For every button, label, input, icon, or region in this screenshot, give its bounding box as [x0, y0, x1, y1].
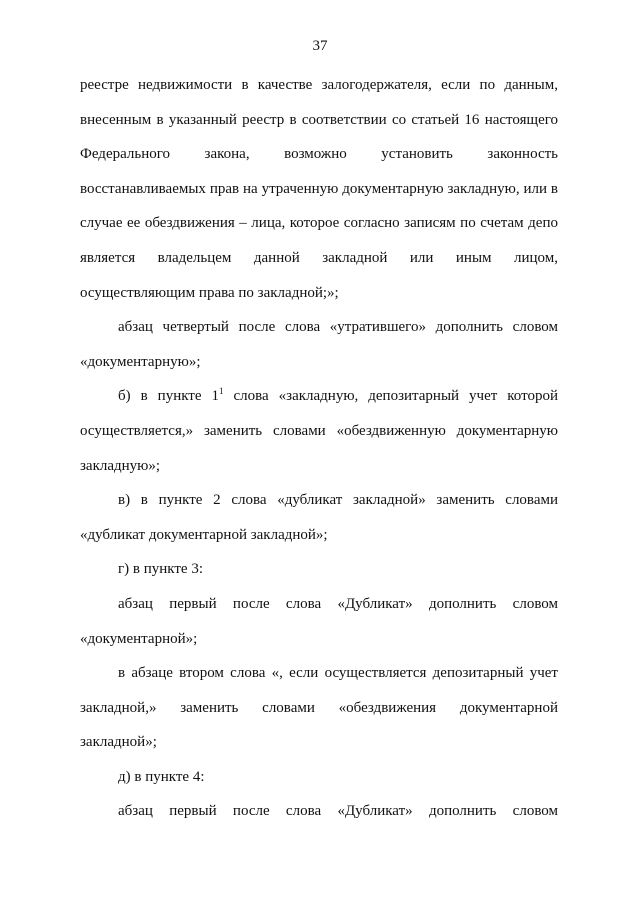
paragraph-text: «дубликат документарной закладной»; — [80, 526, 328, 543]
paragraph-item-d — [80, 760, 558, 795]
paragraph-amendment — [80, 587, 558, 656]
paragraph-text: осуществляющим права по закладной;»; — [80, 284, 339, 301]
paragraph-item-b — [80, 379, 558, 483]
paragraph-amendment — [80, 794, 558, 829]
paragraph-item-g — [80, 552, 558, 587]
paragraph-text: «документарной»; — [80, 630, 198, 647]
paragraph-text — [80, 379, 558, 448]
paragraph-text: абзац первый после слова «Дубликат» дополнить словом — [118, 595, 558, 612]
paragraph-text: д) в пункте 4: — [118, 768, 205, 785]
paragraph-text: «документарную»; — [80, 353, 201, 370]
paragraph-amendment — [80, 656, 558, 760]
paragraph-text: г) в пункте 3: — [118, 561, 204, 578]
paragraph-text: закладной,» заменить словами «обездвижения документарной закладной»; — [80, 699, 558, 751]
paragraph-text: в абзаце втором слова «, если осуществляется депозитарный учет — [118, 665, 558, 682]
item-b-prefix: б) в пункте 1 — [118, 388, 220, 405]
page-number: 37 — [312, 38, 328, 54]
document-body — [80, 68, 558, 829]
item-b-text: слова «закладную, депозитарный учет которой осуществляется,» заменить словами «обездвиженную документарную — [80, 388, 558, 439]
paragraph-amendment — [80, 310, 558, 379]
paragraph-text: реестре недвижимости в качестве залогодержателя, если по данным, внесенным в указанный реестр в соответствии со статьей 16 настоящего Федерального закона, возможно установить законность восстанавливаемых прав на утраченную документарную закладную, или в случае ее обездвижения – лица, которое согласно записям по счетам депо является владельцем данной закладной или иным лицом, — [80, 77, 558, 266]
paragraph-text: абзац первый после слова «Дубликат» дополнить словом — [118, 803, 558, 820]
paragraph-item-v — [80, 483, 558, 552]
paragraph-text: абзац четвертый после слова «утратившего» дополнить словом — [118, 319, 558, 336]
superscript-index: 1 — [219, 386, 224, 397]
paragraph-continuation — [80, 68, 558, 310]
paragraph-text: закладную»; — [80, 457, 161, 474]
paragraph-text: в) в пункте 2 слова «дубликат закладной» заменить словами — [118, 492, 558, 509]
